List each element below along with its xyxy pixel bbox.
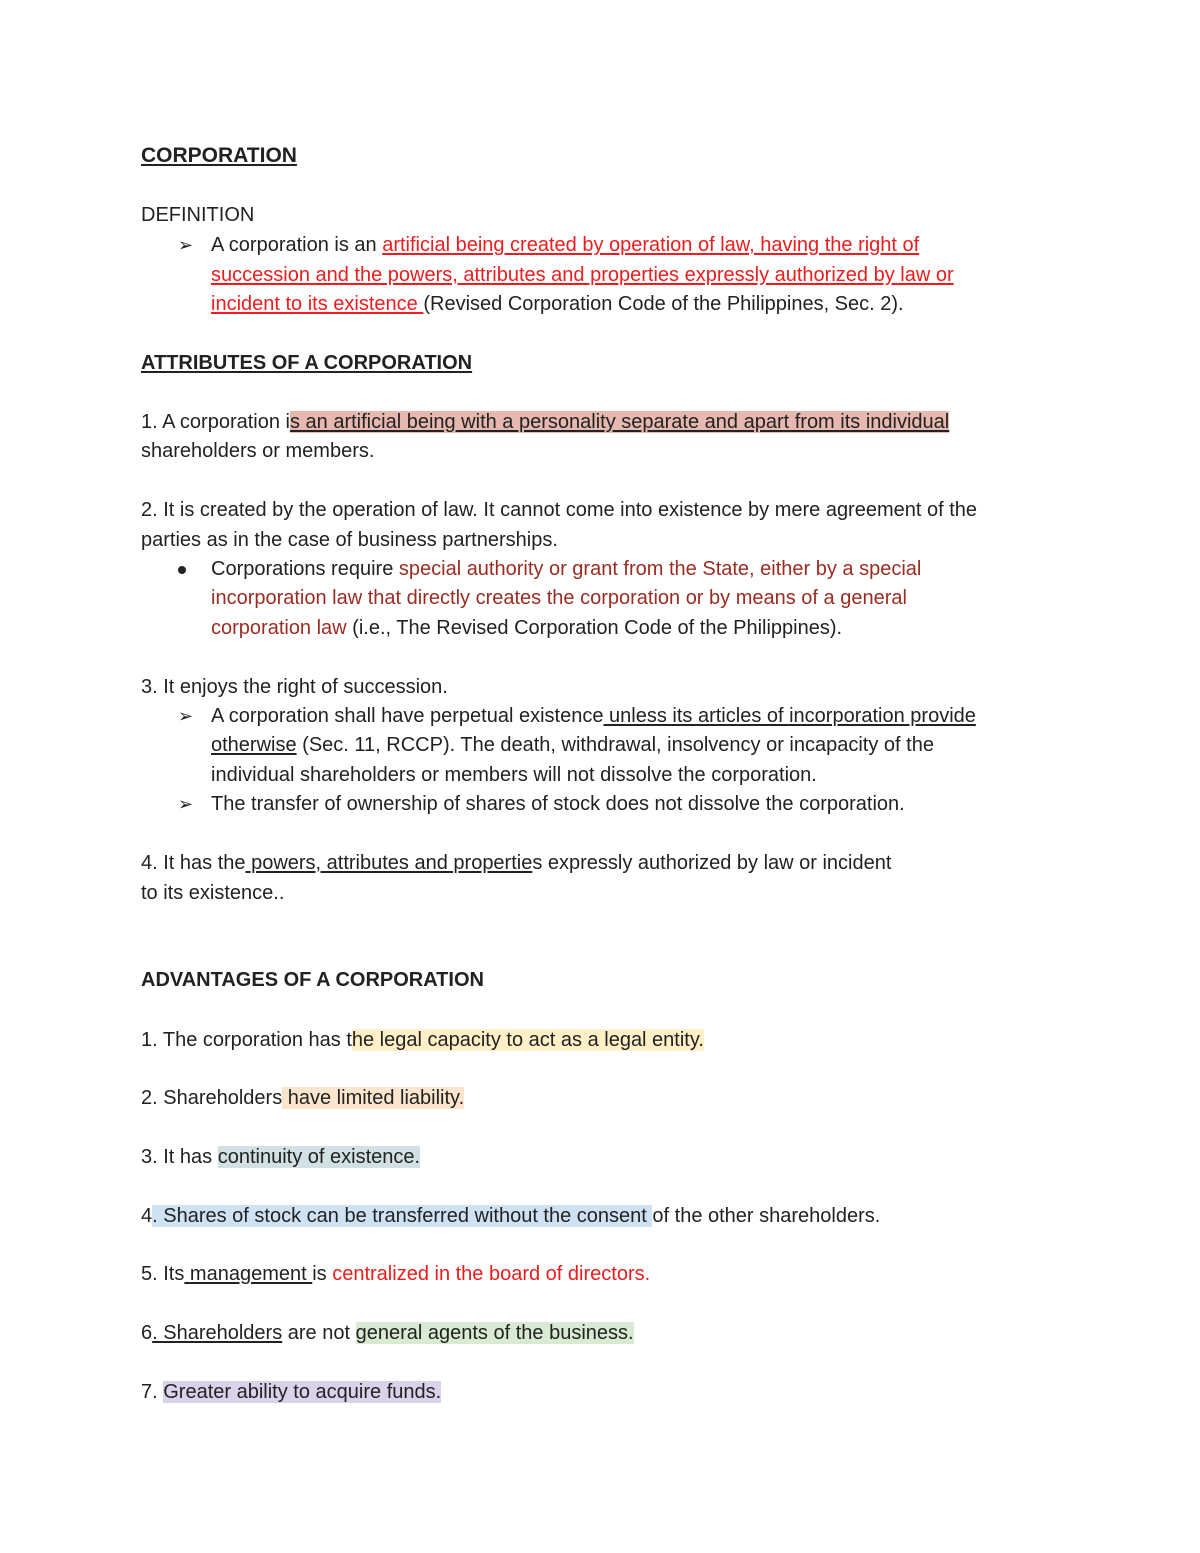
arrow-bullet-icon: ➢	[178, 235, 194, 255]
attribute-3-line-1: 3. It enjoys the right of succession.	[141, 676, 448, 698]
attribute-3-sub-1-line-2: otherwise (Sec. 11, RCCP). The death, withdrawal, insolvency or incapacity of the	[211, 734, 934, 756]
advantage-3: 3. It has continuity of existence.	[141, 1146, 421, 1168]
definition-line-2: succession and the powers, attributes and properties expressly authorized by law or	[211, 264, 954, 286]
advantage-7: 7. Greater ability to acquire funds.	[141, 1381, 442, 1403]
attribute-2-sub-line-3: corporation law (i.e., The Revised Corporation Code of the Philippines).	[211, 617, 843, 639]
attribute-4-line-2: to its existence..	[141, 882, 285, 904]
advantage-1: 1. The corporation has the legal capacity to act as a legal entity.	[141, 1029, 704, 1051]
definition-label: DEFINITION	[141, 204, 255, 226]
attributes-heading: ATTRIBUTES OF A CORPORATION	[141, 352, 473, 374]
arrow-bullet-icon: ➢	[178, 706, 194, 726]
advantage-5: 5. Its management is centralized in the board of directors.	[141, 1263, 651, 1285]
attribute-3-sub-1-line-1: A corporation shall have perpetual existence unless its articles of incorporation provide	[211, 705, 976, 727]
advantage-6: 6. Shareholders are not general agents of the business.	[141, 1322, 634, 1344]
page-title: CORPORATION	[141, 144, 297, 167]
attribute-4-line-1: 4. It has the powers, attributes and properties expressly authorized by law or incident	[141, 852, 892, 874]
attribute-3-sub-2: The transfer of ownership of shares of stock does not dissolve the corporation.	[211, 793, 905, 815]
round-bullet-icon	[178, 566, 186, 574]
attribute-2-sub-line-1: Corporations require special authority or grant from the State, either by a special	[211, 558, 922, 580]
advantage-2: 2. Shareholders have limited liability.	[141, 1087, 465, 1109]
advantage-4: 4. Shares of stock can be transferred without the consent of the other shareholders.	[141, 1205, 881, 1227]
definition-line-3: incident to its existence (Revised Corporation Code of the Philippines, Sec. 2).	[211, 293, 904, 315]
attribute-2-line-1: 2. It is created by the operation of law. It cannot come into existence by mere agreement of the	[141, 499, 978, 521]
attribute-1-line-2: shareholders or members.	[141, 440, 375, 462]
advantages-heading: ADVANTAGES OF A CORPORATION	[141, 969, 484, 991]
attribute-2-line-2: parties as in the case of business partnerships.	[141, 529, 558, 551]
attribute-2-sub-line-2: incorporation law that directly creates the corporation or by means of a general	[211, 587, 907, 609]
attribute-3-sub-1-line-3: individual shareholders or members will not dissolve the corporation.	[211, 764, 817, 786]
attribute-1-line-1: 1. A corporation is an artificial being with a personality separate and apart from its individual	[141, 411, 950, 433]
arrow-bullet-icon: ➢	[178, 794, 194, 814]
definition-line-1: A corporation is an artificial being created by operation of law, having the right of	[211, 234, 920, 256]
